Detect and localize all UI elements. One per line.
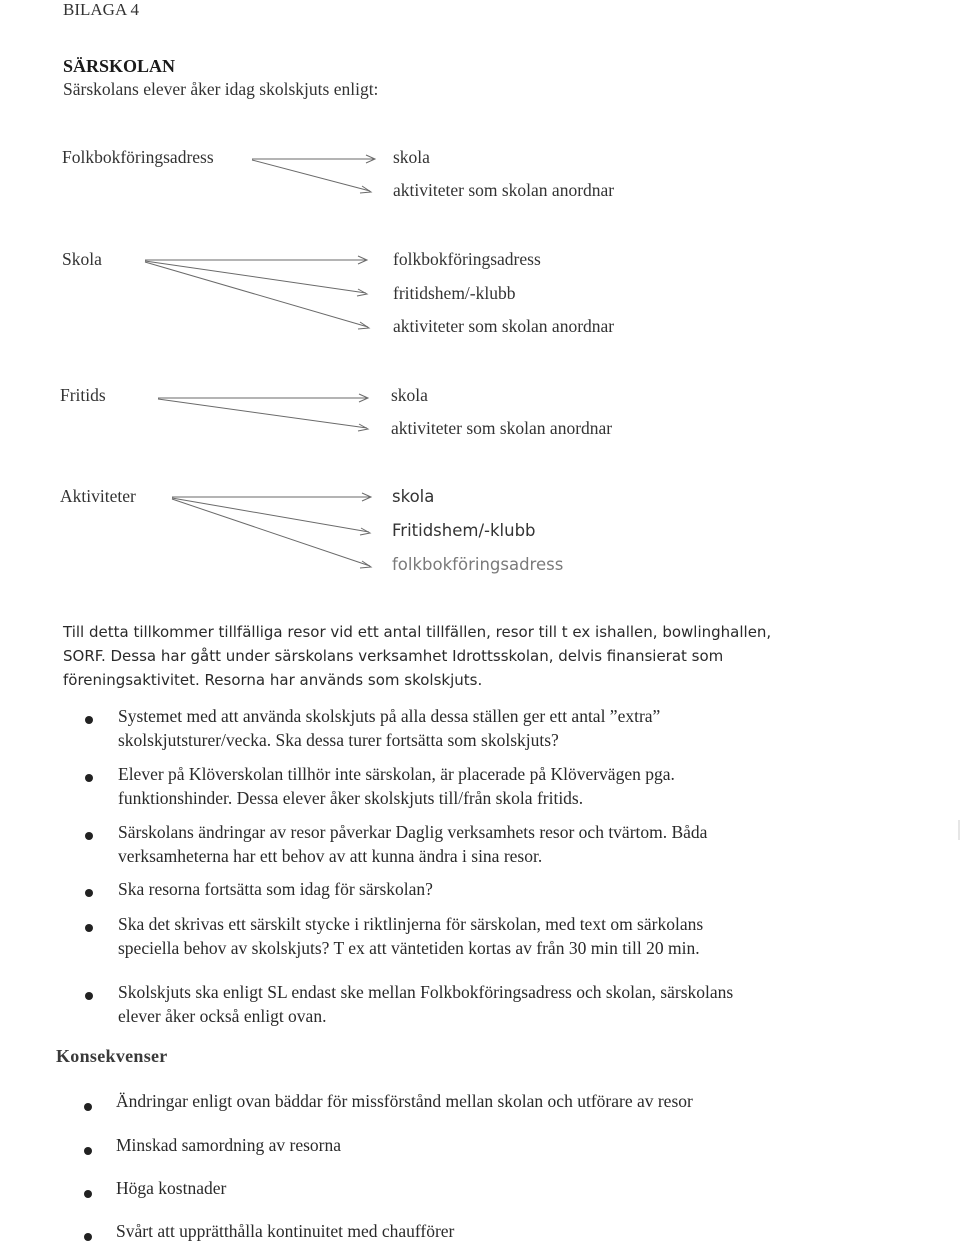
route-group-aktiviteter — [172, 493, 371, 568]
bullet-icon — [84, 1233, 92, 1241]
route-destination: aktiviteter som skolan anordnar — [391, 418, 613, 438]
bullet-icon — [85, 992, 93, 1000]
arrow-head — [358, 256, 367, 264]
arrow-line — [172, 499, 370, 566]
arrow-head — [359, 394, 368, 402]
route-source: Folkbokföringsadress — [62, 147, 214, 167]
arrow-head — [360, 186, 371, 193]
route-destination: fritidshem/-klubb — [393, 283, 516, 303]
arrow-head — [360, 528, 370, 535]
list-item: Ändringar enligt ovan bäddar för missförstånd mellan skolan och utförare av resor — [116, 1091, 693, 1111]
list-item: Minskad samordning av resorna — [116, 1135, 342, 1155]
arrow-head — [357, 289, 367, 296]
arrow-line — [158, 399, 367, 428]
route-source: Fritids — [60, 385, 106, 405]
arrow-line — [145, 262, 368, 327]
bullet-icon — [85, 716, 93, 724]
route-group-folkbokforingsadress — [252, 155, 375, 193]
arrow-head — [358, 424, 368, 431]
list-item: Särskolans ändringar av resor påverkar Daglig verksamhets resor och tvärtom. Båda verksamheterna har ett behov av att kunna ändra i sina resor. — [118, 822, 708, 866]
arrow-line — [252, 160, 370, 191]
arrow-line — [172, 498, 369, 532]
list-item: Höga kostnader — [116, 1178, 227, 1198]
appendix-label: BILAGA 4 — [63, 0, 140, 19]
body-paragraph — [63, 620, 843, 692]
list-item: Elever på Klöverskolan tillhör inte särskolan, är placerade på Klövervägen pga. funktionshinder. Dessa elever åker skolskjuts till/från skola fritids. — [118, 764, 675, 808]
list-item: Ska resorna fortsätta som idag för särskolan? — [118, 879, 433, 899]
route-destination: aktiviteter som skolan anordnar — [393, 180, 615, 200]
section-intro: Särskolans elever åker idag skolskjuts enligt: — [63, 79, 379, 99]
section-title: SÄRSKOLAN — [63, 56, 176, 76]
route-source: Skola — [62, 249, 102, 269]
arrow-head — [358, 322, 369, 329]
route-destination: folkbokföringsadress — [393, 249, 541, 269]
route-destination: aktiviteter som skolan anordnar — [393, 316, 615, 336]
consequences-title: Konsekvenser — [56, 1046, 168, 1066]
route-destination: folkbokföringsadress — [392, 555, 564, 574]
arrow-head — [362, 493, 371, 501]
bullet-icon — [84, 1147, 92, 1155]
arrow-head — [360, 561, 371, 568]
route-group-fritids — [158, 394, 368, 431]
bullet-icon — [85, 889, 93, 897]
route-destination: skola — [392, 487, 435, 506]
bullet-icon — [85, 774, 93, 782]
list-item: Svårt att upprätthålla kontinuitet med chaufförer — [116, 1221, 455, 1241]
paragraph-line: Till detta tillkommer tillfälliga resor vid ett antal tillfällen, resor till t ex ishallen, bowlinghallen, — [63, 623, 772, 641]
arrow-line — [145, 261, 366, 293]
route-destination: Fritidshem/-klubb — [392, 521, 536, 540]
route-destination: skola — [393, 147, 430, 167]
bullet-icon — [84, 1103, 92, 1111]
arrow-head — [366, 155, 375, 163]
route-group-skola — [145, 256, 369, 329]
list-item: Skolskjuts ska enligt SL endast ske mellan Folkbokföringsadress och skolan, särskolans elever åker också enligt ovan. — [118, 982, 734, 1026]
bullet-icon — [85, 832, 93, 840]
list-item: Ska det skrivas ett särskilt stycke i riktlinjerna för särskolan, med text om särkolans speciella behov av skolskjuts? T ex att väntetiden kortas av från 30 min till 20 min. — [118, 914, 704, 958]
bullet-icon — [85, 924, 93, 932]
bullet-icon — [84, 1190, 92, 1198]
paragraph-line: SORF. Dessa har gått under särskolans verksamhet Idrottsskolan, delvis finansierat som — [63, 647, 724, 665]
paragraph-line: föreningsaktivitet. Resorna har används som skolskjuts. — [63, 671, 483, 689]
route-source: Aktiviteter — [60, 486, 136, 506]
route-destination: skola — [391, 385, 428, 405]
list-item: Systemet med att använda skolskjuts på alla dessa ställen ger ett antal ”extra” skolskjutsturer/vecka. Ska dessa turer fortsätta som skolskjuts? — [118, 706, 661, 750]
